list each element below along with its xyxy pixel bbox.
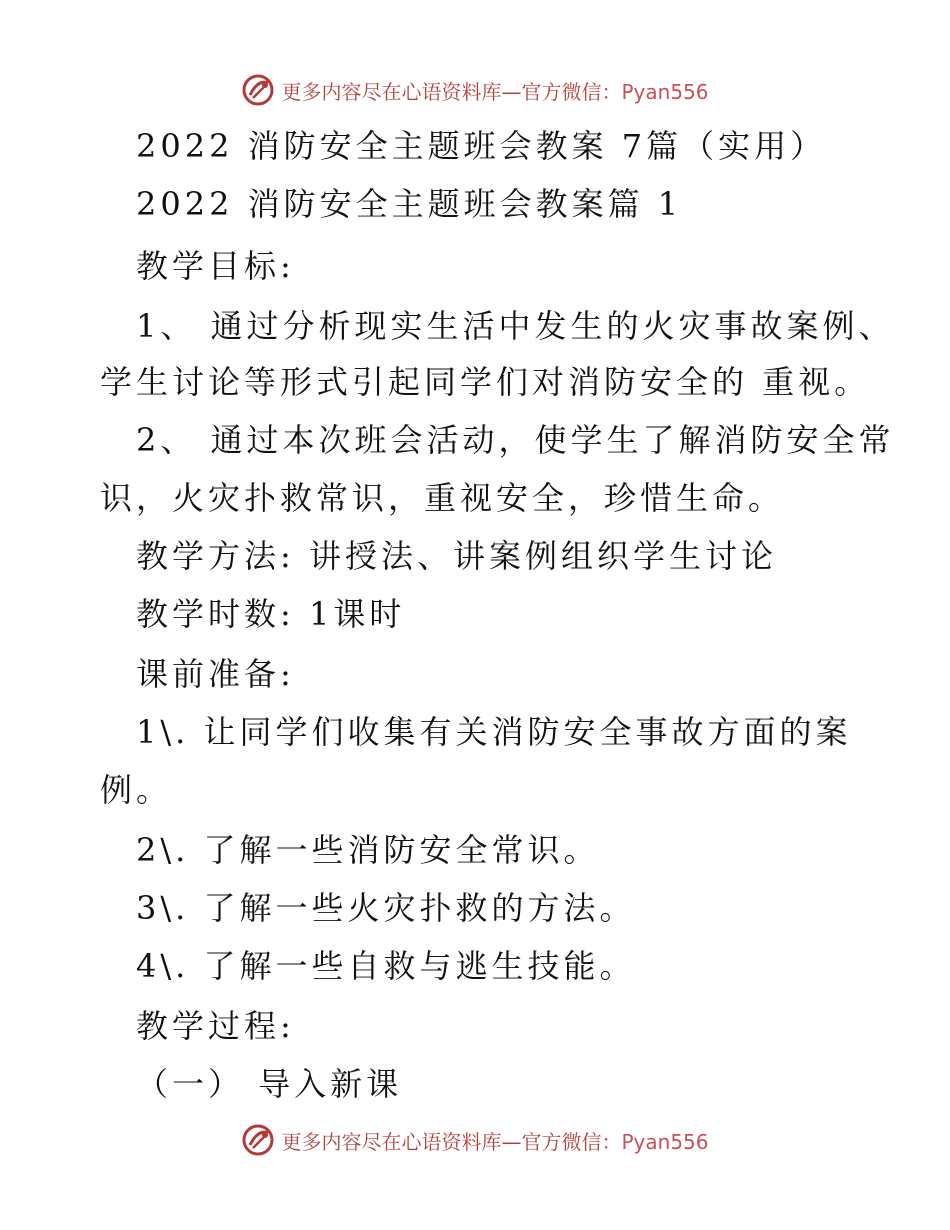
objective-2-line-2: 识，火灾扑救常识，重视安全，珍惜生命。 xyxy=(100,479,785,517)
section-heading: 2022 消防安全主题班会教案篇 1 xyxy=(136,185,683,223)
logo-icon xyxy=(241,1123,275,1157)
banner-handle: Pyan556 xyxy=(621,1129,709,1154)
header-banner xyxy=(0,70,950,110)
banner-handle: Pyan556 xyxy=(621,79,709,104)
logo-icon xyxy=(241,73,275,107)
prep-label: 课前准备: xyxy=(136,655,295,693)
objective-2-line-1: 2、 通过本次班会活动，使学生了解消防安全常 xyxy=(136,421,895,459)
process-step-1: （一） 导入新课 xyxy=(136,1065,403,1103)
banner-text: 更多内容尽在心语资料库—官方微信：Pyan556 xyxy=(281,1129,709,1154)
prep-item-4: 4\. 了解一些自救与逃生技能。 xyxy=(136,947,636,985)
banner-text: 更多内容尽在心语资料库—官方微信：Pyan556 xyxy=(281,79,709,104)
document-title: 2022 消防安全主题班会教案 7篇（实用） xyxy=(136,127,827,165)
prep-item-1-line-1: 1\. 让同学们收集有关消防安全事故方面的案 xyxy=(136,713,852,751)
objective-1-line-2: 学生讨论等形式引起同学们对消防安全的 重视。 xyxy=(100,363,871,401)
teaching-methods: 教学方法: 讲授法、讲案例组织学生讨论 xyxy=(136,537,777,575)
objectives-label: 教学目标: xyxy=(136,247,295,285)
objective-1-line-1: 1、 通过分析现实生活中发生的火灾事故案例、 xyxy=(136,307,895,345)
teaching-hours: 教学时数: 1课时 xyxy=(136,595,406,633)
prep-item-3: 3\. 了解一些火灾扑救的方法。 xyxy=(136,889,636,927)
process-label: 教学过程: xyxy=(136,1007,295,1045)
prep-item-2: 2\. 了解一些消防安全常识。 xyxy=(136,831,600,869)
prep-item-1-line-2: 例。 xyxy=(100,771,173,809)
footer-banner xyxy=(0,1120,950,1160)
